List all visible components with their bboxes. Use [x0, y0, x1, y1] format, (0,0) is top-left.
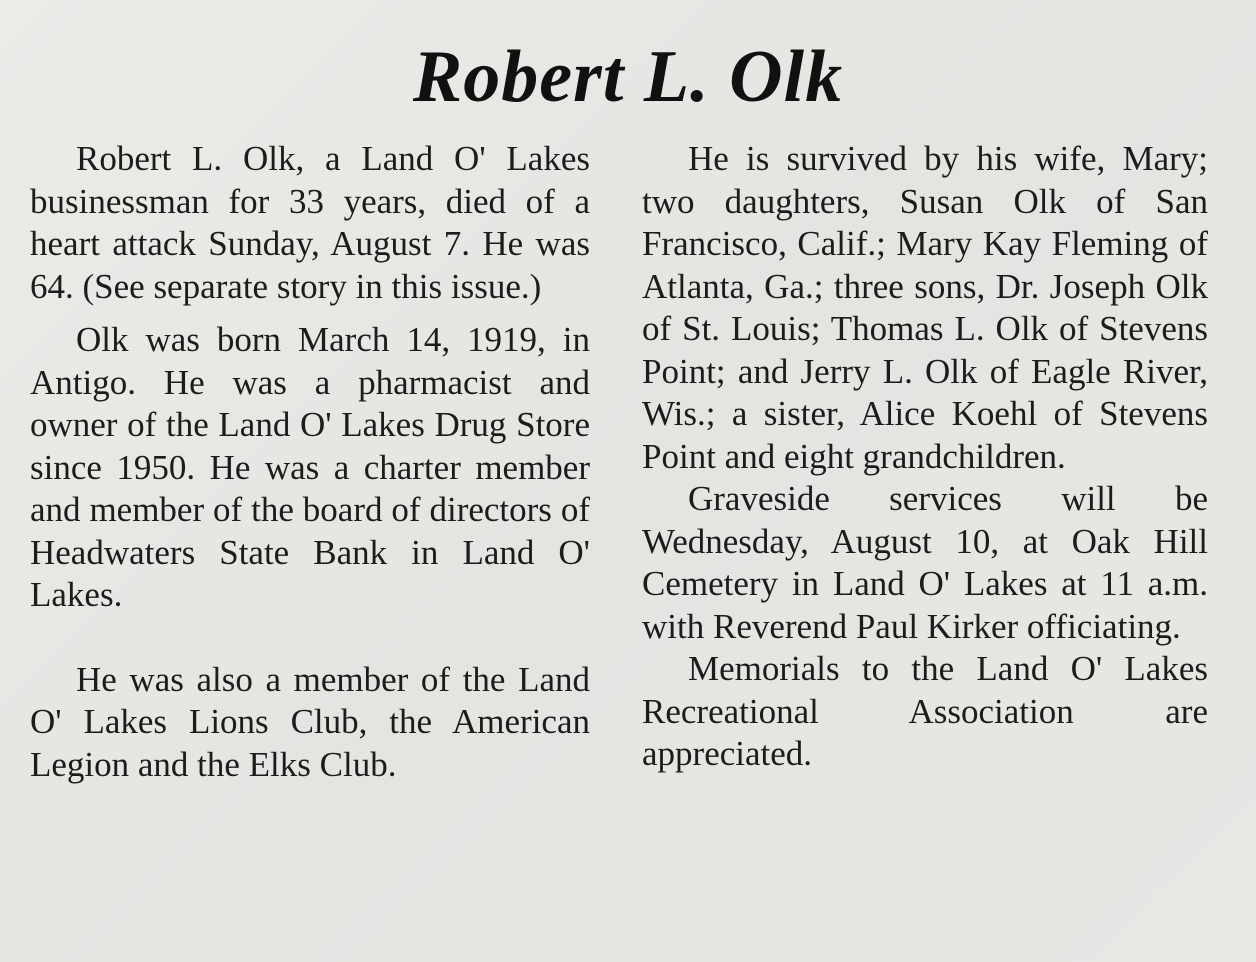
obituary-headline: Robert L. Olk [412, 36, 844, 118]
right-column [642, 138, 1208, 776]
paragraph-services: Graveside services will be Wednesday, August 10, at Oak Hill Cemetery in Land O' Lakes at 11 a.m. with Reverend Paul Kirker officiating. [642, 479, 1208, 646]
paragraph-memberships: He was also a member of the Land O' Lakes Lions Club, the American Legion and the Elks Club. [30, 659, 590, 784]
left-column [30, 138, 590, 786]
paragraph-survivors: He is survived by his wife, Mary; two daughters, Susan Olk of San Francisco, Calif.; Mary Kay Fleming of Atlanta, Ga.; three sons, Dr. Joseph Olk of St. Louis; Thomas L. Olk of Stevens Point; and Jerry L. Olk of Eagle River, Wis.; a sister, Alice Koehl of Stevens Point and eight grandchildren. [642, 139, 1208, 476]
paragraph-death-notice: Robert L. Olk, a Land O' Lakes businessman for 33 years, died of a heart attack Sunday, August 7. He was 64. (See separate story in this issue.) [30, 139, 590, 306]
paragraph-biography: Olk was born March 14, 1919, in Antigo. He was a pharmacist and owner of the Land O' Lakes Drug Store since 1950. He was a charter member and member of the board of directors of Headwaters State Bank in Land O' Lakes. [30, 320, 590, 614]
paragraph-memorials: Memorials to the Land O' Lakes Recreational Association are appreciated. [642, 649, 1208, 773]
